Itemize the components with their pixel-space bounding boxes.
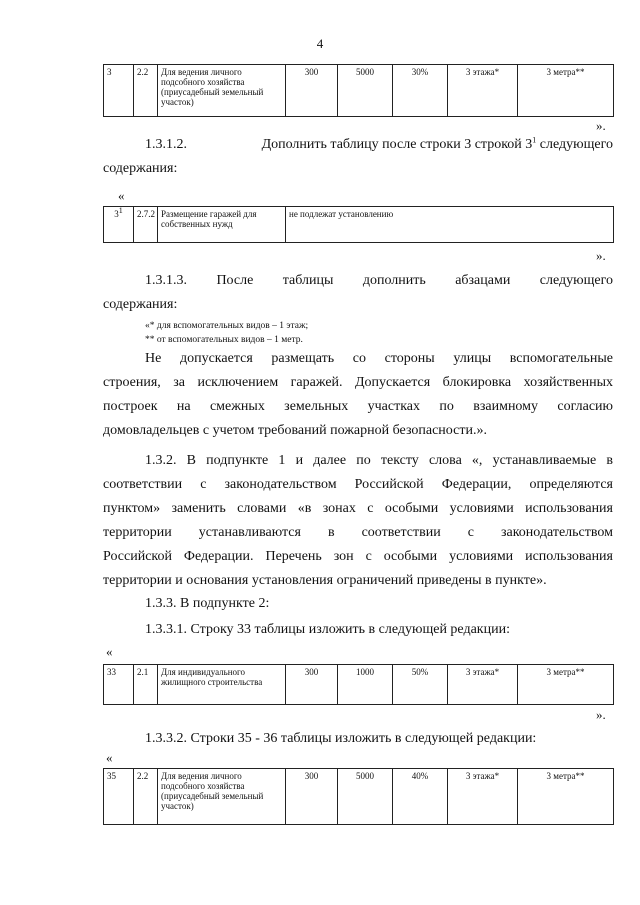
opening-quote: «	[106, 750, 113, 765]
closing-quote: ».	[596, 707, 606, 722]
opening-quote: «	[118, 188, 125, 203]
paragraph-prohibition: Не допускается размещать со стороны улицы вспомогательные строения, за исключением гаражей. Допускается блокировка хозяйственных построек на смежных земельных участках по взаимному согласию домовладельцев с учетом требований пожарной безопасности.».	[103, 351, 613, 438]
cell-use-name: Для ведения личного подсобного хозяйства (приусадебный земельный участок)	[158, 65, 286, 117]
cell-floors: 3 этажа*	[448, 665, 518, 705]
cell-max-area: 5000	[338, 769, 393, 825]
cell-setback: 3 метра**	[518, 65, 614, 117]
cell-code: 2.2	[134, 769, 158, 825]
paragraph-1313-line2: содержания:	[103, 297, 178, 312]
cell-use-name: Для индивидуального жилищного строительства	[158, 665, 286, 705]
paragraph-1331: 1.3.3.1. Строку 33 таблицы изложить в следующей редакции:	[145, 622, 510, 637]
cell-code: 2.1	[134, 665, 158, 705]
cell-row-num: 3	[104, 65, 134, 117]
cell-row-num: $3^1$	[104, 207, 134, 243]
cell-floors: 3 этажа*	[448, 769, 518, 825]
cell-max-area: 5000	[338, 65, 393, 117]
paragraph-133: 1.3.3. В подпункте 2:	[145, 596, 270, 611]
page-number: 4	[316, 36, 324, 51]
cell-code: 2.2	[134, 65, 158, 117]
table-row-33	[103, 664, 614, 705]
cell-code: 2.7.2	[134, 207, 158, 243]
opening-quote: «	[106, 644, 113, 659]
table-row-3	[103, 64, 614, 117]
table-row-3-1	[103, 206, 614, 243]
paragraph-1332: 1.3.3.2. Строки 35 - 36 таблицы изложить в следующей редакции:	[145, 731, 537, 746]
paragraph-1312-line2: содержания:	[103, 161, 178, 176]
cell-floors: 3 этажа*	[448, 65, 518, 117]
cell-coverage: 50%	[393, 665, 448, 705]
paragraph-1312	[145, 133, 613, 157]
paragraph-text: Дополнить таблицу после строки 3 строкой $3^1$ следующего	[261, 135, 613, 152]
cell-note: не подлежат установлению	[286, 207, 614, 243]
cell-use-name: Размещение гаражей для собственных нужд	[158, 207, 286, 243]
paragraph-number: 1.3.1.2.	[145, 137, 187, 152]
footnote-2: ** от вспомогательных видов – 1 метр.	[145, 335, 303, 345]
cell-coverage: 40%	[393, 769, 448, 825]
paragraph-132: 1.3.2. В подпункте 1 и далее по тексту слова «, устанавливаемые в соответствии с законодательством Российской Федерации, определяются пунктом» заменить словами «в зонах с особыми условиями использования территории устанавливаются в соответствии с законодательством Российской Федерации. Перечень зон с особыми условиями использования территории и основания установления ограничений приведены в пункте».	[103, 453, 613, 588]
cell-coverage: 30%	[393, 65, 448, 117]
closing-quote: ».	[596, 118, 606, 133]
cell-setback: 3 метра**	[518, 769, 614, 825]
cell-row-num: 35	[104, 769, 134, 825]
cell-min-area: 300	[286, 65, 338, 117]
table-row-35	[103, 768, 614, 825]
cell-row-num: 33	[104, 665, 134, 705]
cell-max-area: 1000	[338, 665, 393, 705]
cell-min-area: 300	[286, 665, 338, 705]
cell-setback: 3 метра**	[518, 665, 614, 705]
paragraph-1313: 1.3.1.3. После таблицы дополнить абзацами следующего	[145, 273, 613, 288]
cell-use-name: Для ведения личного подсобного хозяйства (приусадебный земельный участок)	[158, 769, 286, 825]
cell-min-area: 300	[286, 769, 338, 825]
footnote-1: «* для вспомогательных видов – 1 этаж;	[145, 321, 309, 331]
closing-quote: ».	[596, 248, 606, 263]
